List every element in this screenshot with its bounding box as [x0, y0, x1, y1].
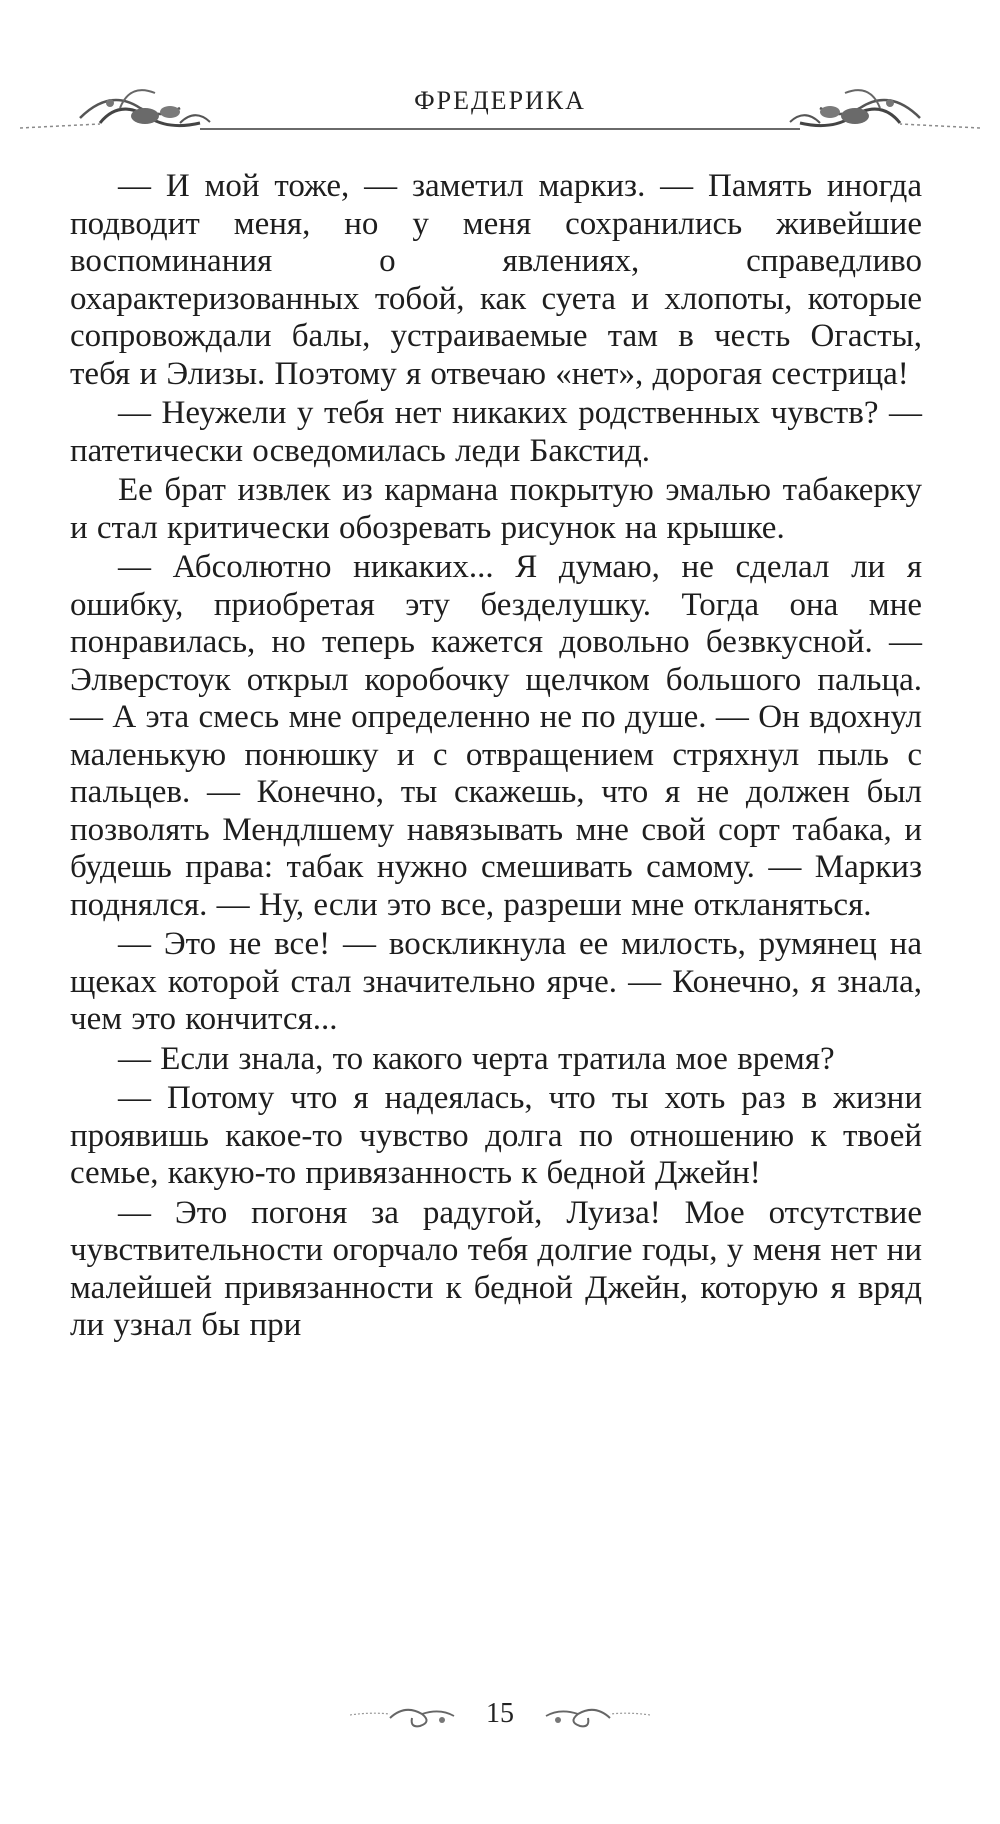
paragraph: — Это погоня за радугой, Луиза! Мое отсутствие чувствительности огорчало тебя долгие годы, у меня нет ни малейшей привязанности к бедной Джейн, которую я вряд ли узнал бы при [70, 1194, 922, 1343]
paragraph: — И мой тоже, — заметил маркиз. — Память иногда подводит меня, но у меня сохранились живейшие воспоминания о явлениях, справедливо охарактеризованных тобой, как суета и хлопоты, которые сопровождали балы, устраиваемые там в честь Огасты, тебя и Элизы. Поэтому я отвечаю «нет», дорогая сестрица! [70, 168, 922, 392]
running-header [0, 70, 1000, 150]
paragraph: — Потому что я надеялась, что ты хоть раз в жизни проявишь какое-то чувство долга по отношению к твоей семье, какую-то привязанность к бедной Джейн! [70, 1080, 922, 1191]
paragraph: — Неужели у тебя нет никаких родственных чувств? — патетически осведомилась леди Бакстид. [70, 395, 922, 469]
page-number: 15 [486, 1698, 514, 1729]
running-title: ФРЕДЕРИКА [414, 86, 586, 115]
body-text [70, 168, 922, 1345]
floral-ornament-icon [770, 78, 980, 143]
paragraph: — Абсолютно никаких... Я думаю, не сделал ли я ошибку, приобретая эту безделушку. Тогда она мне понравилась, но теперь кажется довольно безвкусной. — Элверстоук открыл коробочку щелчком большого пальца. — А эта смесь мне определенно не по душе. — Он вдохнул маленькую понюшку и с отвращением стряхнул пыль с пальцев. — Конечно, ты скажешь, что я не должен был позволять Мендлшему навязывать мне свой сорт табака, и будешь права: табак нужно смешивать самому. — Маркиз поднялся. — Ну, если это все, разреши мне откланяться. [70, 549, 922, 923]
paragraph: — Если знала, то какого черта тратила мое время? [118, 1040, 835, 1077]
scroll-ornament-icon [542, 1700, 650, 1735]
page-footer [0, 1690, 1000, 1750]
paragraph: — Это не все! — воскликнула ее милость, румянец на щеках которой стал значительно ярче. — Конечно, я знала, чем это кончится... [70, 926, 922, 1037]
header-rule [200, 128, 800, 130]
paragraph: Ее брат извлек из кармана покрытую эмалью табакерку и стал критически обозревать рисунок на крышке. [70, 472, 922, 546]
